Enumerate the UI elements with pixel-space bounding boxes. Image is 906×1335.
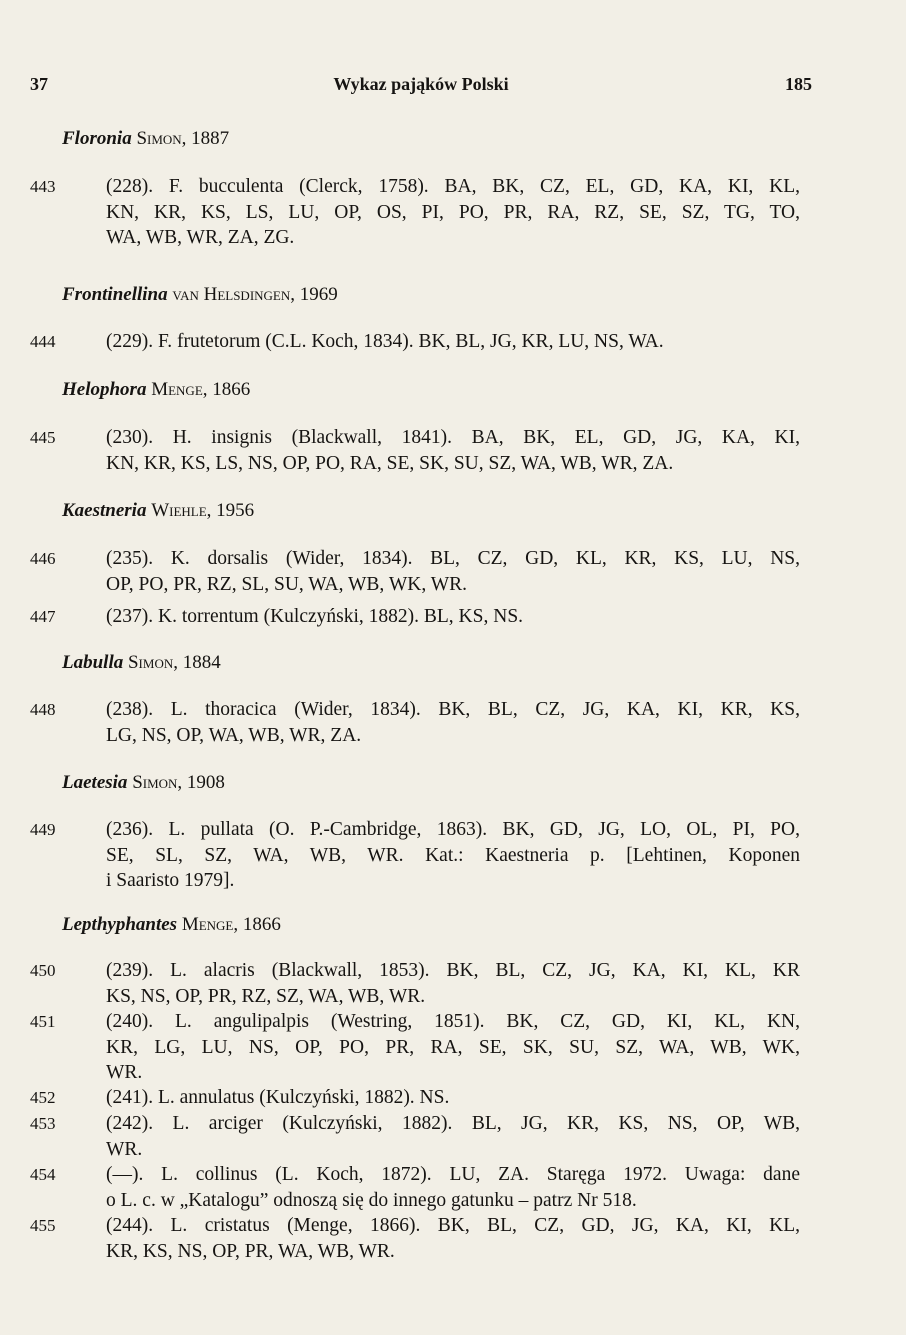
genus-heading: Labulla Simon, 1884 xyxy=(62,652,221,673)
page-number-left: 37 xyxy=(30,74,48,94)
species-entry: 450 (239). L. alacris (Blackwall, 1853). BK, BL, CZ, JG, KA, KI, KL, KR KS, NS, OP, PR, RZ, SZ, WA, WB, WR. xyxy=(30,960,800,1007)
page-number-right: 185 xyxy=(785,74,812,94)
species-entry: 445 (230). H. insignis (Blackwall, 1841). BA, BK, EL, GD, JG, KA, KI, KN, KR, KS, LS, NS, OP, PO, RA, SE, SK, SU, SZ, WA, WB, WR, ZA. xyxy=(30,427,800,474)
species-entry: 444 (229). F. frutetorum (C.L. Koch, 1834). BK, BL, JG, KR, LU, NS, WA. xyxy=(30,331,664,352)
species-entry: 443 (228). F. bucculenta (Clerck, 1758). BA, BK, CZ, EL, GD, KA, KI, KL, KN, KR, KS, LS, LU, OP, OS, PI, PO, PR, RA, RZ, SE, SZ, TG, TO, WA, WB, WR, ZA, ZG. xyxy=(30,176,800,248)
genus-heading: Laetesia Simon, 1908 xyxy=(62,772,225,793)
species-entry: 451 (240). L. angulipalpis (Westring, 1851). BK, CZ, GD, KI, KL, KN, KR, LG, LU, NS, OP, PO, PR, RA, SE, SK, SU, SZ, WA, WB, WK, WR. xyxy=(30,1011,800,1083)
page-header xyxy=(30,74,812,102)
species-entry: 453 (242). L. arciger (Kulczyński, 1882). BL, JG, KR, KS, NS, OP, WB, WR. xyxy=(30,1113,800,1160)
species-entry: 454 (—). L. collinus (L. Koch, 1872). LU, ZA. Staręga 1972. Uwaga: dane o L. c. w „Katalogu” odnoszą się do innego gatunku – patrz Nr 518. xyxy=(30,1164,800,1211)
genus-heading: Floronia Simon, 1887 xyxy=(62,128,230,149)
species-entry: 448 (238). L. thoracica (Wider, 1834). BK, BL, CZ, JG, KA, KI, KR, KS, LG, NS, OP, WA, WB, WR, ZA. xyxy=(30,699,800,746)
species-entry: 449 (236). L. pullata (O. P.-Cambridge, 1863). BK, GD, JG, LO, OL, PI, PO, SE, SL, SZ, WA, WB, WR. Kat.: Kaestneria p. [Lehtinen, Koponen i Saaristo 1979]. xyxy=(30,819,800,891)
genus-heading: Frontinellina van Helsdingen, 1969 xyxy=(62,284,338,305)
running-title: Wykaz pająków Polski xyxy=(333,74,509,94)
genus-heading: Kaestneria Wiehle, 1956 xyxy=(62,500,255,521)
genus-heading: Helophora Menge, 1866 xyxy=(62,379,251,400)
species-entry: 446 (235). K. dorsalis (Wider, 1834). BL, CZ, GD, KL, KR, KS, LU, NS, OP, PO, PR, RZ, SL, SU, WA, WB, WK, WR. xyxy=(30,548,800,595)
species-entry: 447 (237). K. torrentum (Kulczyński, 1882). BL, KS, NS. xyxy=(30,606,524,627)
genus-heading: Lepthyphantes Menge, 1866 xyxy=(62,914,281,935)
species-entry: 452 (241). L. annulatus (Kulczyński, 1882). NS. xyxy=(30,1087,450,1108)
species-entry: 455 (244). L. cristatus (Menge, 1866). BK, BL, CZ, GD, JG, KA, KI, KL, KR, KS, NS, OP, PR, WA, WB, WR. xyxy=(30,1215,800,1262)
